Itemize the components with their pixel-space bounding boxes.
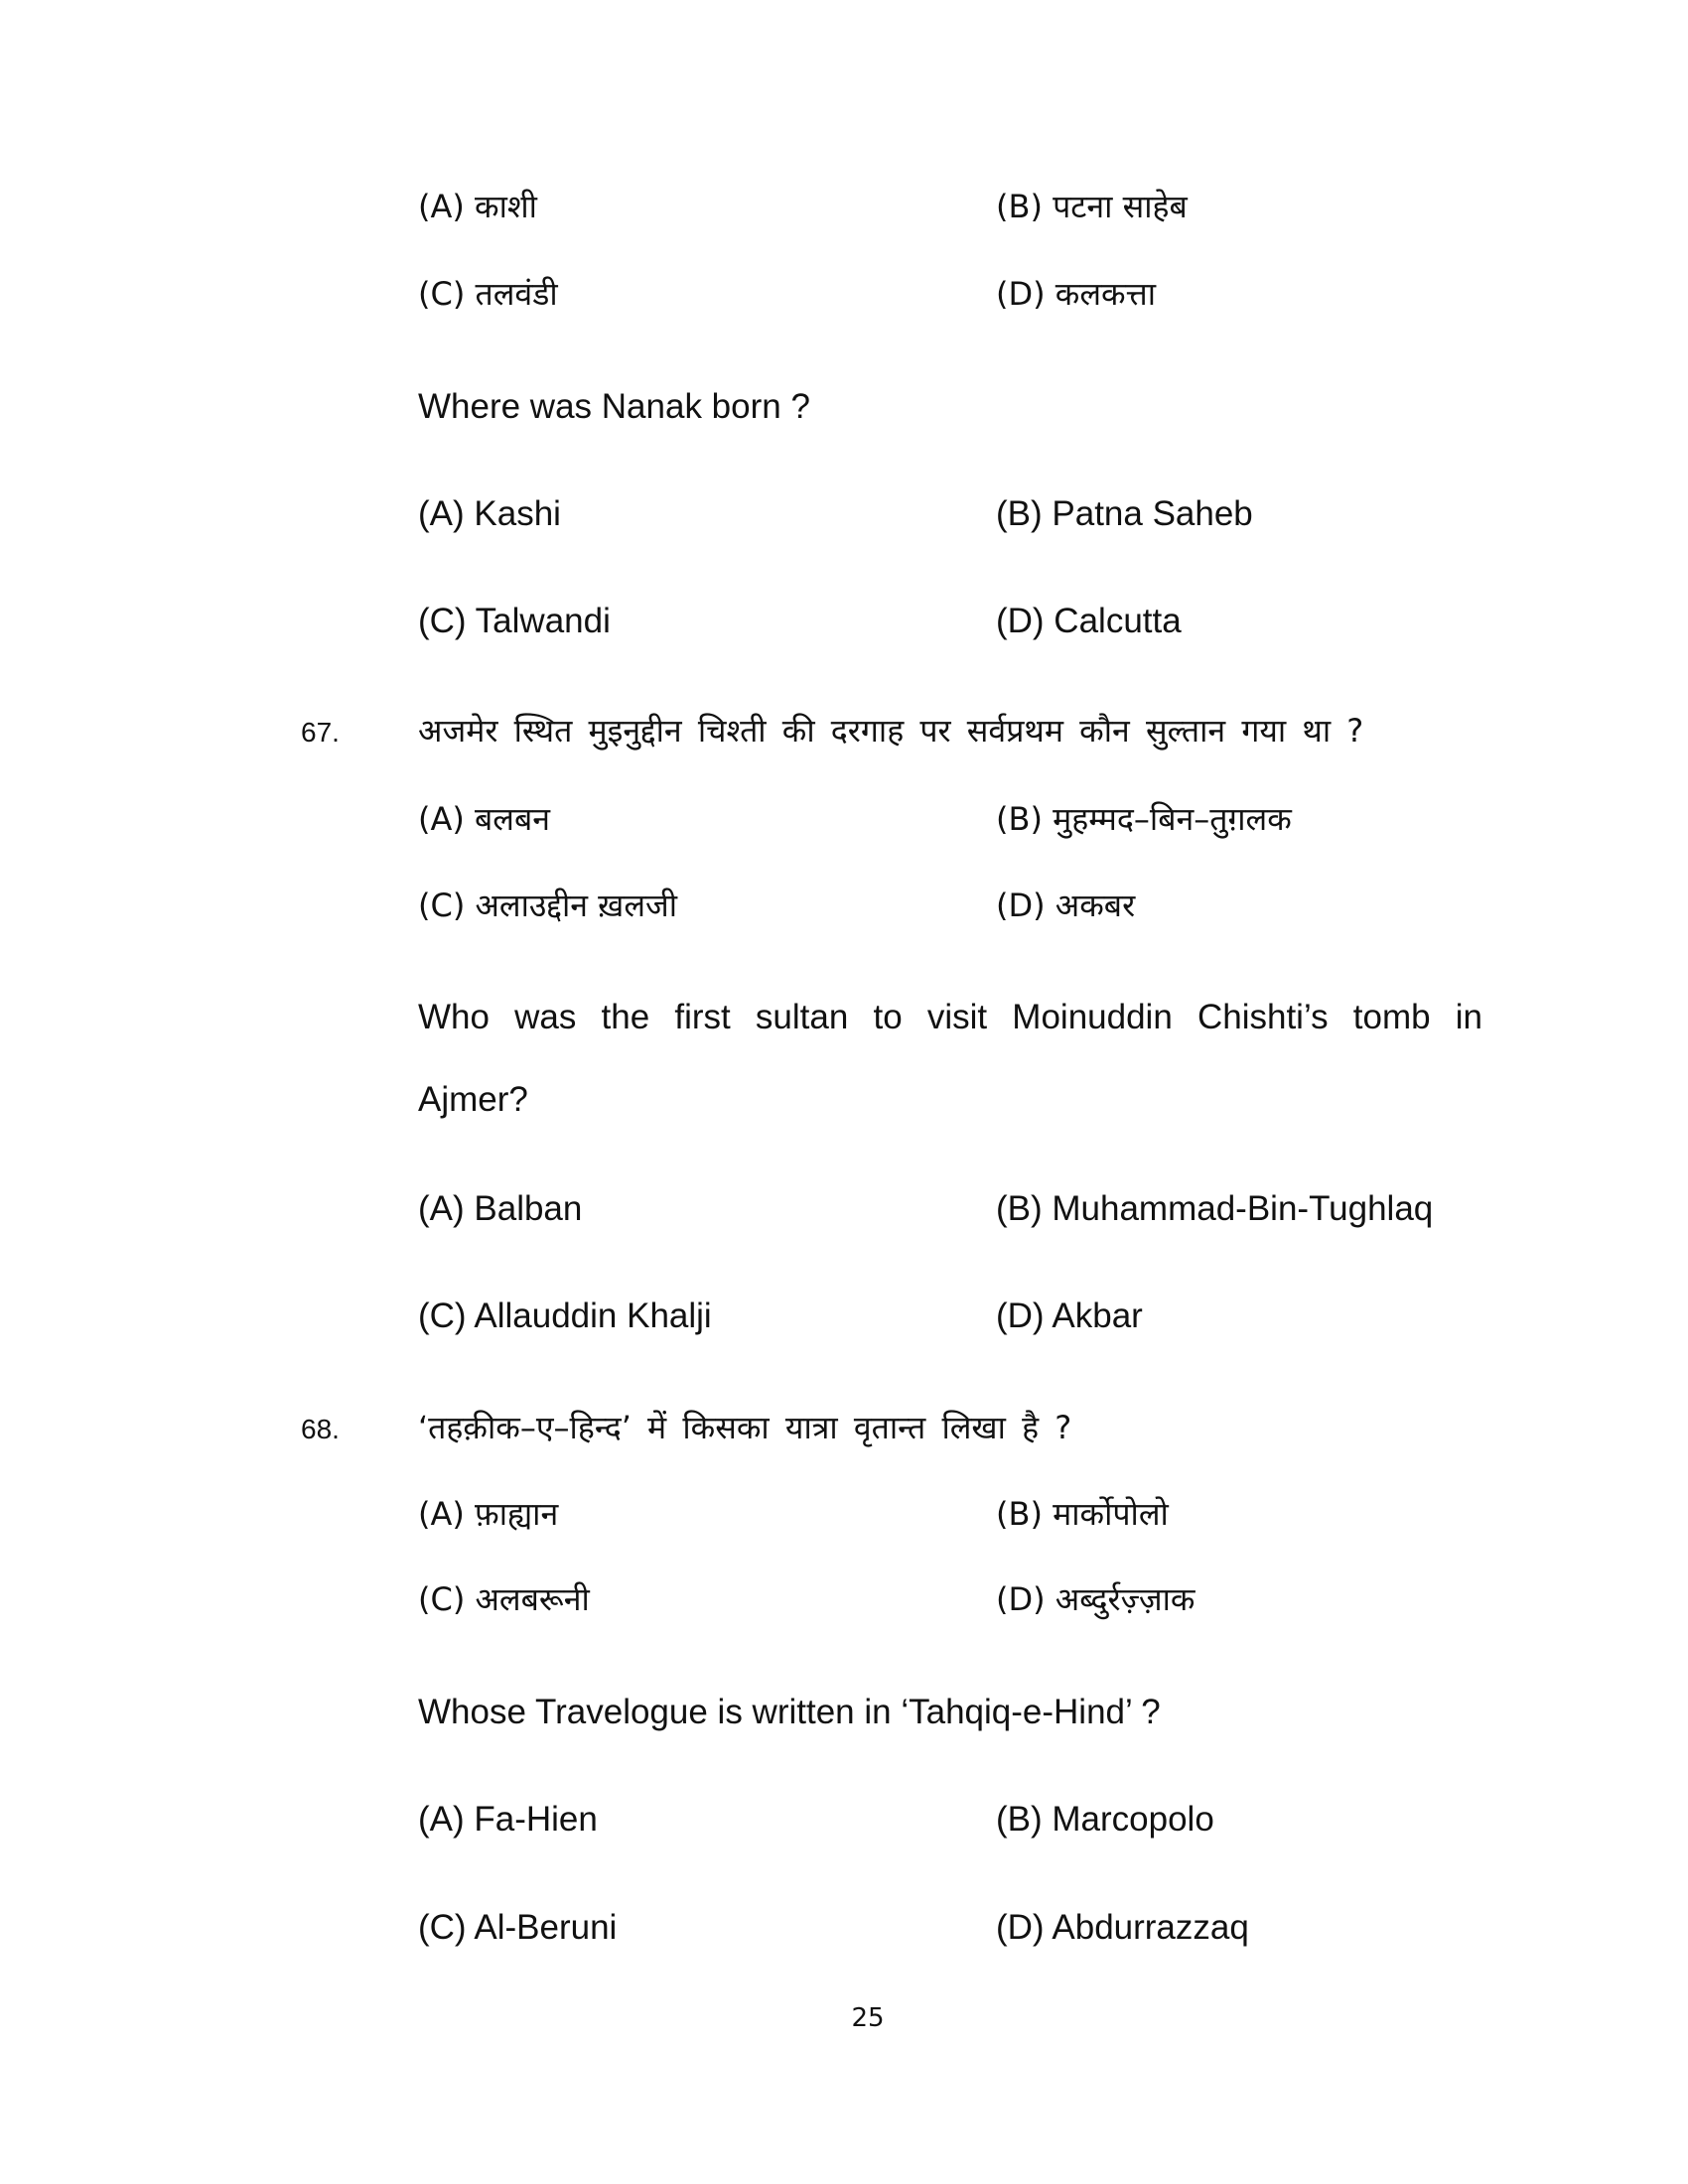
q66-hindi-option-b: (B) पटना साहेब: [996, 188, 1188, 225]
q67-english-question-line1: Who was the first sultan to visit Moinuddin Chishti’s tomb in: [418, 998, 1482, 1036]
q66-english-option-c: (C) Talwandi: [418, 602, 611, 640]
q67-hindi-question: अजमेर स्थित मुइनुद्दीन चिश्ती की दरगाह पर सर्वप्रथम कौन सुल्तान गया था ?: [418, 712, 1364, 750]
q67-hindi-option-d: (D) अकबर: [996, 887, 1136, 924]
q66-hindi-option-a: (A) काशी: [418, 188, 537, 225]
q67-number: 67.: [301, 717, 340, 748]
q66-english-option-b: (B) Patna Saheb: [996, 494, 1253, 533]
q67-english-option-c: (C) Allauddin Khalji: [418, 1297, 712, 1335]
q68-hindi-option-b: (B) मार्कोपोलो: [996, 1495, 1169, 1533]
q68-hindi-option-a: (A) फ़ाह्यान: [418, 1495, 559, 1533]
q68-english-option-d: (D) Abdurrazzaq: [996, 1908, 1249, 1947]
q66-english-option-a: (A) Kashi: [418, 494, 561, 533]
q67-hindi-option-a: (A) बलबन: [418, 800, 551, 838]
q66-english-option-d: (D) Calcutta: [996, 602, 1182, 640]
q68-english-option-b: (B) Marcopolo: [996, 1800, 1214, 1839]
q67-hindi-option-c: (C) अलाउद्दीन ख़लजी: [418, 887, 678, 924]
q67-english-question-line2: Ajmer?: [418, 1080, 528, 1119]
q67-english-option-b: (B) Muhammad-Bin-Tughlaq: [996, 1189, 1434, 1228]
q67-hindi-option-b: (B) मुहम्मद–बिन–तुग़लक: [996, 800, 1292, 838]
page-number: 25: [851, 2003, 885, 2033]
q66-hindi-option-d: (D) कलकत्ता: [996, 275, 1157, 313]
q66-english-question: Where was Nanak born ?: [418, 387, 810, 426]
q68-hindi-question: ‘तहक़ीक–ए–हिन्द’ में किसका यात्रा वृतान्त लिखा है ?: [418, 1409, 1072, 1446]
q68-english-option-c: (C) Al-Beruni: [418, 1908, 618, 1947]
q66-hindi-option-c: (C) तलवंडी: [418, 275, 558, 313]
q67-english-option-a: (A) Balban: [418, 1189, 583, 1228]
q68-english-option-a: (A) Fa-Hien: [418, 1800, 598, 1839]
q68-english-question: Whose Travelogue is written in ‘Tahqiq-e-Hind’ ?: [418, 1693, 1161, 1731]
q68-number: 68.: [301, 1414, 340, 1444]
q68-hindi-option-d: (D) अब्दुर्रज़्ज़ाक: [996, 1580, 1196, 1618]
q68-hindi-option-c: (C) अलबरूनी: [418, 1580, 590, 1618]
q67-english-option-d: (D) Akbar: [996, 1297, 1143, 1335]
